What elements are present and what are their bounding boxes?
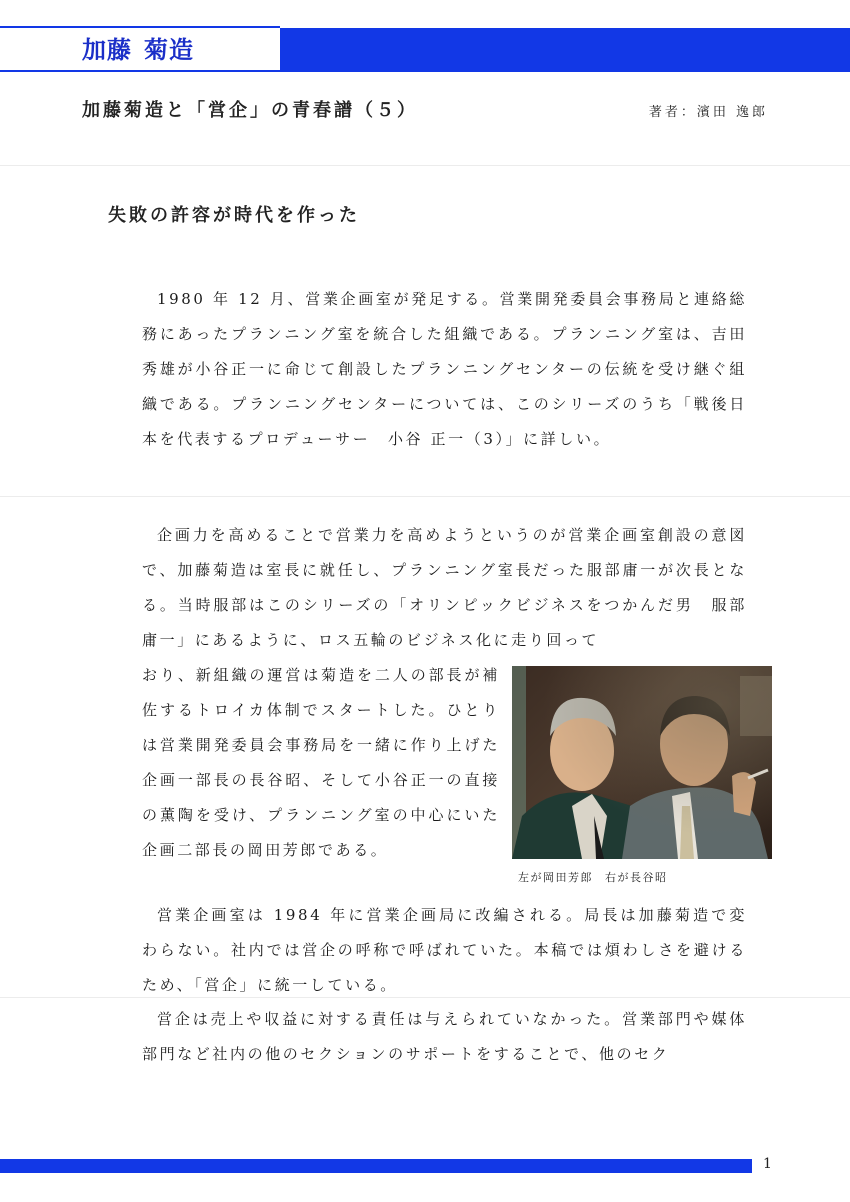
caption-left: 左が岡田芳郎 xyxy=(518,871,593,884)
photo-caption xyxy=(518,869,668,885)
paragraph-2-continued: おり、新組織の運営は菊造を二人の部長が補佐するトロイカ体制でスタートした。ひとりは営業開発委員会事務局を一緒に作り上げた企画一部長の長谷昭、そして小谷正一の直接の薫陶を受け、プランニング室の中心にいた企画二部長の岡田芳郎である。 xyxy=(142,666,500,859)
divider xyxy=(0,496,850,497)
paragraph-2: 企画力を高めることで営業力を高めようというのが営業企画室創設の意図で、加藤菊造は室長に就任し、プランニング室長だった服部庸一が次長となる。当時服部はこのシリーズの「オリンピックビジネスをつかんだ男 服部庸一」にあるように、ロス五輪のビジネス化に走り回って xyxy=(142,526,747,649)
series-title-part1: 加藤 xyxy=(82,35,132,64)
footer-band xyxy=(0,1159,752,1173)
paragraph-1: 1980 年 12 月、営業企画室が発足する。営業開発委員会事務局と連絡総務にあったプランニング室を統合した組織である。プランニング室は、吉田秀雄が小谷正一に命じて創設したプランニングセンターの伝統を受け継ぐ組織である。プランニングセンターについては、このシリーズのうち「戦後日本を代表するプロデューサー 小谷 正一（3）」に詳しい。 xyxy=(142,290,747,448)
article-title: 加藤菊造と「営企」の青春譜（５） xyxy=(82,100,418,121)
divider xyxy=(0,165,850,166)
author-credit: 著者：濱田 逸郎 xyxy=(648,105,768,120)
series-title-part2: 菊造 xyxy=(144,35,194,64)
series-title xyxy=(82,30,194,65)
photo xyxy=(512,666,772,859)
paragraph-3: 営業企画室は 1984 年に営業企画局に改編される。局長は加藤菊造で変わらない。社内では営企の呼称で呼ばれていた。本稿では煩わしさを避けるため、「営企」に統一している。 xyxy=(142,906,747,994)
page-number: 1 xyxy=(763,1156,772,1172)
paragraph-4: 営企は売上や収益に対する責任は与えられていなかった。営業部門や媒体部門など社内の他のセクションのサポートをすることで、他のセク xyxy=(142,1010,747,1063)
caption-right: 右が長谷昭 xyxy=(605,871,668,884)
section-heading: 失敗の許容が時代を作った xyxy=(108,205,360,226)
